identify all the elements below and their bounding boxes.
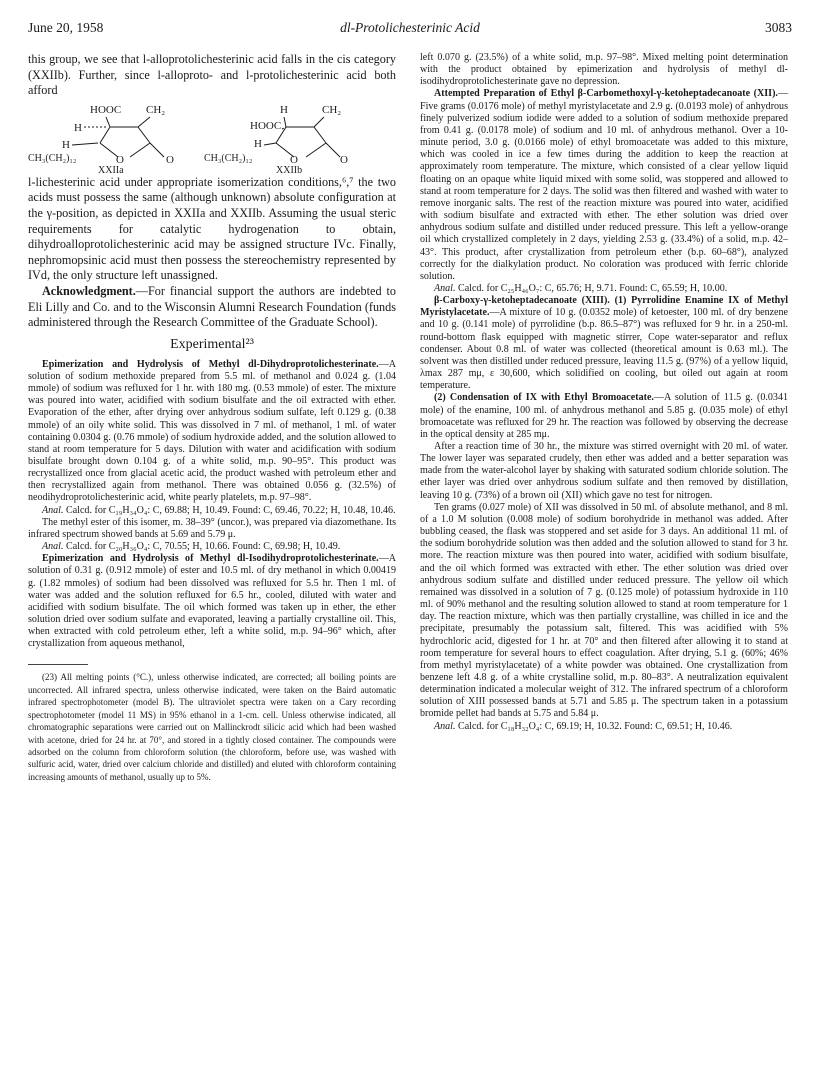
exp-isodihydro-text: —A solution of 0.31 g. (0.912 mmole) of ester and 10.5 ml. of dry methanol in which 0.00419 g. (1.82 mmoles) of sodium had been dissolved was refluxed for 5.5 hr. Then 1 ml. of water was added and the solution refluxed for 6.5 hr., cooled, diluted with water and acidified with sodium bisulfate. The oil which formed was taken up in ether, the ether solution dried over sodium sulfate and evaporated, leaving a partially crystalline oil. This, when extracted with cold petroleum ether, left a white solid, m.p. 94–96° which, after crystallization from aqueous methanol,	[28, 553, 396, 650]
header-date: June 20, 1958	[28, 20, 104, 35]
experimental-heading: Experimental²³	[170, 336, 254, 352]
exp-dihydro-heading: Epimerization and Hydrolysis of Methyl dl-Dihydroprotolichesterinate.	[42, 358, 379, 370]
structure-diagram	[28, 101, 396, 173]
xxiib-h: H	[254, 137, 262, 150]
xxiib-hooc: HOOC	[250, 119, 282, 132]
anal-text: Calcd. for C₁₈H₃₂O₄: C, 69.19; H, 10.32. Found: C, 69.51; H, 10.46.	[455, 720, 733, 732]
xxiib-chain: CH₃(CH₂)₁₂	[204, 152, 253, 164]
ack-text: —For financial support the authors are indebted to Eli Lilly and Co. and to the Wisconsin Alumni Research Foundation (funds administered through the Research Committee of the Graduate School).	[28, 283, 396, 330]
xxiia-o-ring: O	[116, 153, 124, 166]
methyl-ester-paragraph: The methyl ester of this isomer, m. 38–39° (uncor.), was prepared via diazomethane. Its infrared spectrum showed bands at 5.69 and 5.79 μ.	[28, 516, 396, 540]
exp-ethyl-text: —Five grams (0.0176 mole) of methyl myristylacetate and 2.9 g. (0.0193 mole) of anhydrous finely pulverized sodium iodide were added to a solution of sodium methoxide prepared from 0.41 g. (0.0178 mole) of sodium and 10 ml. of anhydrous methanol. Over a 10-minute period, 3.0 g. (0.0166 mole) of ethyl bromoacetate was added to this mixture, which was cooled in ice a few times during the addition to keep the reaction at approximately room temperature. The mixture, which consisted of a clear yellow liquid floating on an opaque white liquid mixed with some solid, was stoppered and allowed to stand at room temperature for 2 days. The solid was then filtered and washed with water to remove inorganic salts. The rest of the reaction mixture was poured into water, acidified with sodium bisulfate and extracted with ether. The ether solution was dried over anhydrous sodium sulfate and distilled under reduced pressure. This left a yellow-orange oil which crystallized completely in 2 days, yielding 2.53 g. (33.4%) of a solid, m.p. 42–43°. This product, after crystallization from petroleum ether (b.p. 60–68°), analyzed correctly for the dialkylation product. No coloration was produced with ferric chloride solution.	[420, 88, 788, 282]
xxiia-h: H	[74, 121, 82, 134]
left-column	[28, 52, 396, 783]
paragraph-configuration: l-lichesterinic acid under appropriate isomerization conditions,⁶,⁷ the two acids must possess the same (although unknown) absolute configuration at the γ-position, as depicted in XXIIa and XXIIb. Assuming the usual steric requirements for catalytic hydrogenation to obtain, dihydroalloprotolichesterinic acid may be assigned structure IVc. Finally, nephromopsinic acid must then possess the stereochemistry represented by IVd, the only structure left unassigned.	[28, 174, 396, 283]
exp-condensation-text: —A solution of 11.5 g. (0.0341 mole) of the enamine, 100 ml. of anhydrous methanol and 5.85 g. (0.035 mole) of ethyl bromoacetate was refluxed for 29 hr. The reaction was followed by observing the decrease in the optical density at 285 mμ.	[420, 392, 788, 440]
xxiia-ch2: CH₂	[146, 103, 166, 116]
anal-text: Calcd. for C₂₅H₄₆O₇: C, 65.76; H, 9.71. Found: C, 65.59; H, 10.00.	[455, 282, 728, 294]
acknowledgment	[28, 284, 396, 331]
anal-label: Anal.	[42, 541, 64, 553]
xxiib-o-ring: O	[290, 153, 298, 166]
anal-label: Anal.	[42, 504, 64, 516]
exp-dihydro	[28, 359, 396, 505]
analysis-2	[28, 541, 396, 553]
structure-xxiib	[204, 104, 348, 173]
running-header	[28, 20, 792, 42]
exp-dihydro-text: —A solution of sodium methoxide prepared from 5.5 ml. of methanol and 0.024 g. (1.04 mmole) of sodium was refluxed for 1 hr. with 180 mg. (0.53 mmole) of ester. The mixture was poured into water, acidified with sodium bisulfate and the oil extracted with ether. Evaporation of the ether, after drying over anhydrous sodium sulfate, left 0.129 g. (0.38 mmole) of an oily white solid. This was dissolved in 7 ml. of methanol, 1 ml. of water containing 0.0304 g. (0.76 mmole) of sodium hydroxide added, and the solution allowed to stand at room temperature for 5 days. Dilution with water and acidification with sodium bisulfate brought down 0.104 g. of a white solid, m.p. 90–95°. This product was recrystallized once from glacial acetic acid, the product washed with petroleum ether and then recrystallized again from methanol. There was obtained 0.056 g. (32.5%) of neodihydroprotolichesterinic acid, white pearly platelets, m.p. 97–98°.	[28, 358, 396, 504]
anal-text: Calcd. for C₁₉H₃₄O₄: C, 69.88; H, 10.49. Found: C, 69.46, 70.22; H, 10.48, 10.46.	[63, 504, 396, 516]
exp-carboxy-heading: β-Carboxy-γ-ketoheptadecanoate (XIII).	[434, 295, 610, 307]
xxiib-h-top: H	[280, 103, 288, 116]
exp-carboxy-text: —A mixture of 10 g. (0.0352 mole) of ketoester, 100 ml. of dry benzene and 10 g. (0.141 mole) of pyrrolidine (b.p. 86.5–87°) was refluxed for 9 hr. in a 250-ml. round-bottom flask equipped with magnetic stirrer, Cope water-separator and reflux condenser. About 0.8 ml. of water was collected (theoretical amount is 0.63 ml.). The solvent was then distilled under reduced pressure, leaving 11.5 g. (97%) of a yellow liquid, λmax 287 mμ, ε 30,600, which solidified on cooling, but oiled out again at room temperature.	[420, 307, 788, 392]
ack-heading: Acknowledgment.	[42, 283, 136, 298]
xxiia-h-lower: H	[62, 138, 70, 151]
analysis-3	[420, 283, 788, 295]
exp-isodihydro-heading: Epimerization and Hydrolysis of Methyl dl-Isodihydroprotolichesterinate.	[42, 553, 379, 565]
paragraph-intro: this group, we see that l-alloprotolichesterinic acid falls in the cis category (XXIIb). Further, since l-alloproto- and l-protolichesterinic acid both afford	[28, 52, 396, 98]
xxiia-label: XXIIa	[98, 164, 124, 173]
xxiia-hooc: HOOC	[90, 103, 122, 116]
footnote-rule	[28, 664, 88, 665]
exp-condensation-heading: (2) Condensation of IX with Ethyl Bromoacetate.	[434, 392, 654, 404]
paragraph-ten-grams: Ten grams (0.027 mole) of XII was dissolved in 50 ml. of absolute methanol, and 8 ml. of a 1.0 M solution (0.008 mole) of sodium borohydride in methanol was added. After bubbling ceased, the flask was stoppered and set aside for 3 days. An additional 11 ml. of the sodium borohydride solution was then added and the solution allowed to stand for 3 hr. more. The reaction mixture was then poured into water, acidified with sodium bisulfate, and the oil which formed was extracted with ether. The ether solution was dried over anhydrous sodium sulfate and distilled under reduced pressure. The yellow oil which remained was dissolved in a solution of 7 g. (0.125 mole) of potassium hydroxide in 110 ml. of 90% methanol and the resulting solution allowed to stand at room temperature for 1 day. The reaction mixture, which was then partially crystalline, was chilled in ice and the precipitate, presumably the potassium salt, filtered. This was acidified with 5% hydrochloric acid, digested for 1 hr. at 70° and then filtered after allowing it to stand at room temperature for several hours to effect coagulation. After drying, 5.1 g. (60%; 46% from methyl myristylacetate) of a white powder was obtained. One crystallization from benzene left 4.8 g. of a white crystalline solid, m.p. 80–83°. A neutralization equivalent determination indicated a molecular weight of 312. The infrared spectrum of a chloroform solution of XIII possessed bands at 5.71 and 5.85 μ. The spectrum taken in a potassium bromide pellet had bands at 5.75 and 5.84 μ.	[420, 501, 788, 720]
anal-label: Anal.	[434, 282, 456, 294]
exp-carboxy	[420, 295, 788, 392]
exp-ethyl-heading: Attempted Preparation of Ethyl β-Carbomethoxyl-γ-ketoheptadecanoate (XII).	[434, 88, 778, 100]
paragraph-continuation: left 0.070 g. (23.5%) of a white solid, m.p. 97–98°. Mixed melting point determination with the product obtained by epimerization and hydrolysis of methyl dl-isodihydroprotolichesterinate gave no depression.	[420, 52, 788, 88]
xxiia-o-carbonyl: O	[166, 153, 174, 166]
structure-xxiia	[28, 104, 174, 173]
page-number: 3083	[765, 20, 792, 35]
xxiib-o-carbonyl: O	[340, 153, 348, 166]
exp-ethyl	[420, 88, 788, 283]
analysis-1	[28, 505, 396, 517]
footnote-23: (23) All melting points (°C.), unless otherwise indicated, are corrected; all boiling points are uncorrected. All infrared spectra, unless otherwise indicated, were taken on the Baird automatic infrared spectrophotometer (model B). The ultraviolet spectra were taken on a Cary recording spectrophotometer (model 11 MS) in 95% ethanol in a 1-cm. cell. Unless otherwise indicated, all chromatographic separations were carried out on Mallinckrodt silicic acid which had been washed with acetone, dried for 24 hr. at 70°, and stored in a tightly closed container. The compounds were adsorbed on the column from chloroform solution (the chloroform, before use, was washed with sulfuric acid, water, dried over calcium chloride and distilled) and eluted with chloroform containing increasing amounts of methanol, usually up to 5%.	[28, 672, 396, 782]
anal-text: Calcd. for C₂₀H₃₆O₄: C, 70.55; H, 10.66. Found: C, 69.98; H, 10.49.	[63, 541, 341, 553]
exp-carboxy-subheading: (1) Pyrrolidine Enamine IX of Methyl Myristylacetate.	[420, 295, 789, 319]
analysis-4	[420, 721, 788, 733]
header-title: dl-Protolichesterinic Acid	[340, 20, 480, 35]
exp-isodihydro	[28, 553, 396, 650]
xxiib-ch2: CH₂	[322, 103, 342, 116]
anal-label: Anal.	[434, 720, 456, 732]
paragraph-after-reaction: After a reaction time of 30 hr., the mixture was stirred overnight with 20 ml. of water. The lower layer was separated crudely, then ether was added and a better separation was made from the water-alcohol layer by shaking with saturated sodium chloride solution. The ether layer was dried over anhydrous sodium sulfate and then removed by distillation, leaving 10 g. (73%) of a brown oil (XII) which gave no test for nitrogen.	[420, 441, 788, 501]
xxiib-label: XXIIb	[276, 164, 303, 173]
exp-condensation	[420, 392, 788, 441]
xxiia-chain: CH₃(CH₂)₁₂	[28, 152, 77, 164]
right-column	[420, 52, 788, 733]
